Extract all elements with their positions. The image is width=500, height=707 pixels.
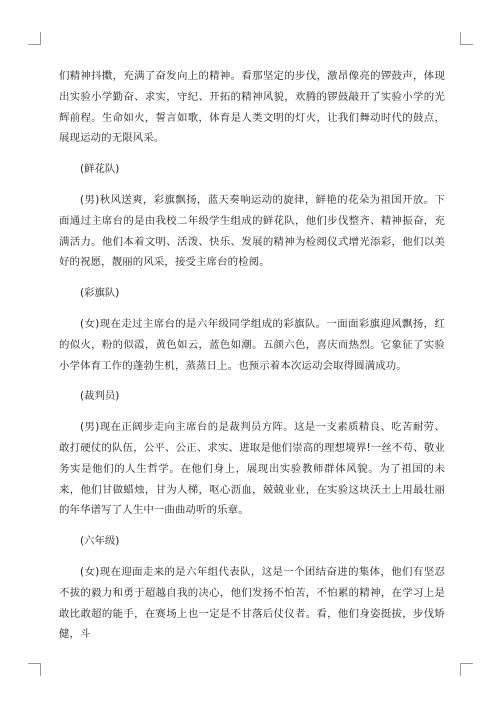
section-heading-grade-six: (六年级) <box>80 535 120 548</box>
page-corner-mark-top-left <box>28 32 41 45</box>
section-heading-referees: (裁判员) <box>80 390 120 403</box>
document-body <box>59 66 445 655</box>
section-heading-flag-team: (彩旗队) <box>80 287 120 300</box>
section-heading-flower-team: (鲜花队) <box>80 163 120 176</box>
page-corner-mark-bottom-left <box>28 663 41 676</box>
paragraph-flag-team: (女)现在走过主席台的是六年级同学组成的彩旗队。一面面彩旗迎风飘扬，红的似火，粉的似霞，黄色如云，蓝色如潮。五颜六色，喜庆而热烈。它象征了实验小学体育工作的蓬勃生机，蒸蒸日上。也预示着本次运动会取得圆满成功。 <box>59 317 445 372</box>
page-corner-mark-bottom-right <box>460 663 473 676</box>
paragraph-opening-continued: 们精神抖擞，充满了奋发向上的精神。看那坚定的步伐，激昂像亮的锣鼓声，体现出实验小学勤奋、求实，守纪、开拓的精神风貌，欢腾的锣鼓敲开了实验小学的光辉前程。生命如火，誓言如歌，体育是人类文明的灯火，让我们舞动时代的鼓点，展现运动的无限风采。 <box>59 70 445 145</box>
paragraph-flower-team: (男)秋风送爽，彩旗飘扬，蓝天奏响运动的旋律，鲜艳的花朵为祖国开放。下面通过主席台的是由我校二年级学生组成的鲜花队，他们步伐整齐、精神振奋，充满活力。他们本着文明、活泼、快乐、发展的精神为检阅仪式增光添彩，他们以美好的祝愿，靓丽的风采，接受主席台的检阅。 <box>59 193 445 269</box>
paragraph-referees: (男)现在正阔步走向主席台的是裁判员方阵。这是一支素质精良、吃苦耐劳、敢打硬仗的队伍，公平、公正、求实、进取是他们崇高的理想境界!一丝不苟、敬业务实是他们的人生哲学。在他们身上，展现出实验教师群体风貌。为了祖国的未来，他们甘做蜡烛，甘为人梯，呕心沥血，兢兢业业，在实验这块沃土上用最壮丽的年华谱写了人生中一曲曲动听的乐章。 <box>59 421 445 517</box>
page-corner-mark-top-right <box>460 32 473 45</box>
paragraph-grade-six: (女)现在迎面走来的是六年组代表队，这是一个团结奋进的集体，他们有坚忍不拔的毅力和勇于超越自我的决心，他们发扬不怕苦，不怕累的精神，在学习上是敢比敢超的能手，在赛场上也一定是不甘落后仗仪者。看，他们身姿挺拔，步伐矫健，斗 <box>59 565 445 641</box>
